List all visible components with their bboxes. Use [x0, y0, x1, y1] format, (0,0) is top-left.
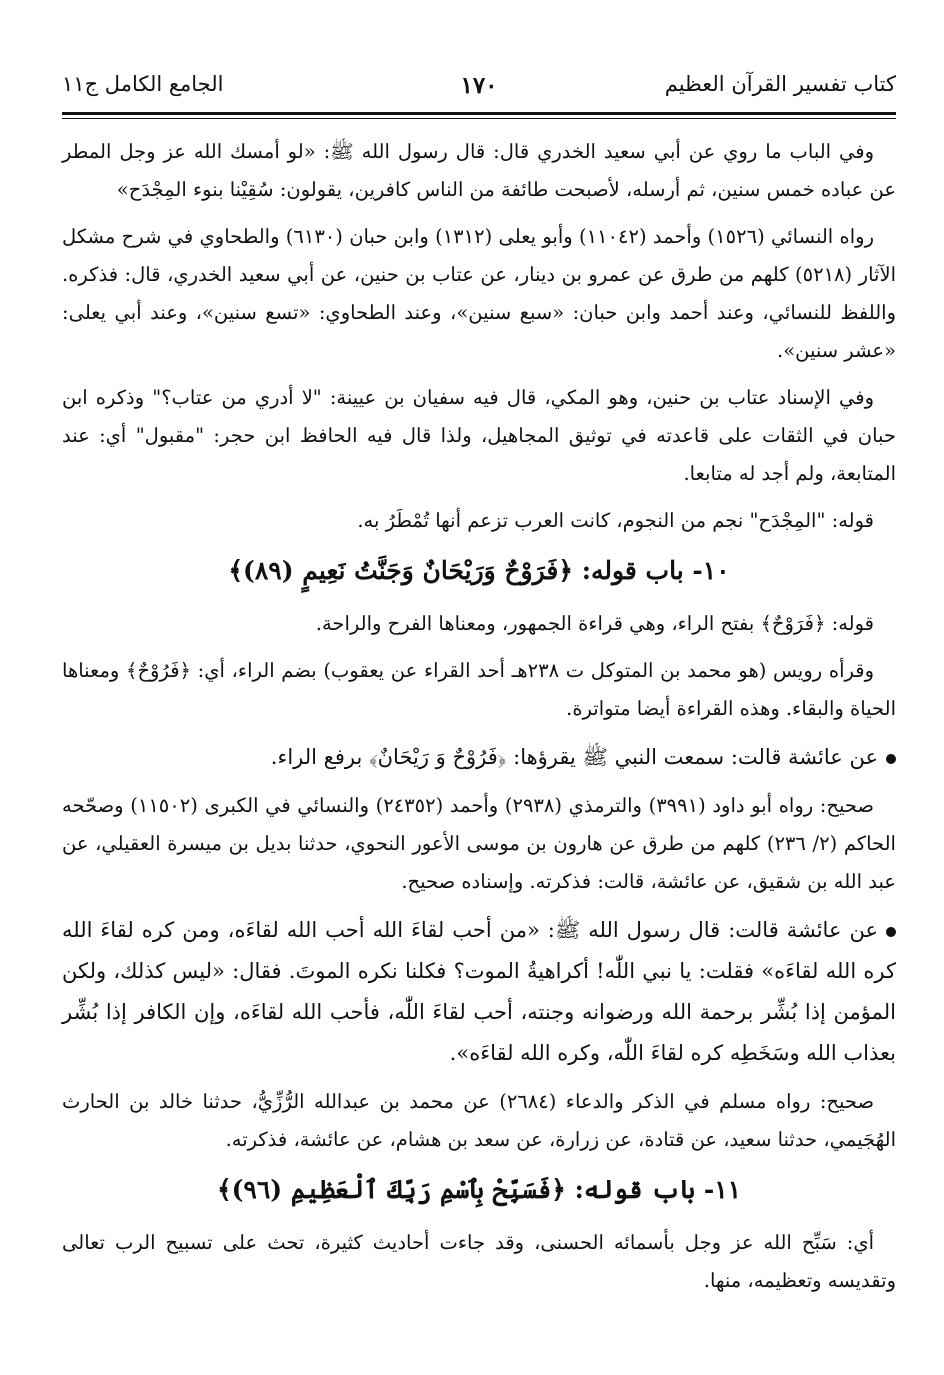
paragraph: صحيح: رواه مسلم في الذكر والدعاء (٢٦٨٤) عن محمد بن عبدالله الرُّزِّيُّ، حدثنا خالد بن الحارث الهُجَيمي، حدثنا سعيد، عن قتادة، عن زرارة، عن سعد بن هشام، عن عائشة، فذكرته. — [62, 1090, 896, 1151]
page-header — [62, 60, 896, 110]
page-number: ١٧٠ — [460, 72, 498, 99]
book-title: كتاب تفسير القرآن العظيم — [664, 72, 896, 96]
hadith-paragraph — [62, 737, 896, 778]
paragraph: أي: سَبِّح الله عز وجل بأسمائه الحسنى، وقد جاءت أحاديث كثيرة، تحث على تسبيح الرب تعالى وتقديسه وتعظيمه، منها. — [62, 1231, 896, 1292]
paragraph: قوله: ﴿فَرَوْحٌ﴾ بفتح الراء، وهي قراءة الجمهور، ومعناها الفرح والراحة. — [315, 612, 874, 635]
page-body — [62, 133, 896, 1300]
paragraph: قوله: "المِجْدَح" نجم من النجوم، كانت العرب تزعم أنها تُمْطَرُ به. — [357, 509, 874, 532]
section-heading: ١٠- باب قوله: ﴿فَرَوْحٌ وَرَيْحَانٌ وَجَنَّتُ نَعِيمٍ (٨٩)﴾ — [228, 556, 730, 585]
paragraph: صحيح: رواه أبو داود (٣٩٩١) والترمذي (٢٩٣٨) وأحمد (٢٤٣٥٢) والنسائي في الكبرى (١١٥٠٢) وصحّحه الحاكم (٢/ ٢٣٦) كلهم من طرق عن هارون بن موسى الأعور النحوي، حدثنا بديل بن ميسرة العقيلي، عن عبد الله بن شقيق، عن عائشة، قالت: فذكرته. وإسناده صحيح. — [62, 794, 896, 893]
section-heading: ١١- باب قوله: ﴿فَسَبِّحْ بِٱسْمِ رَبِّكَ ٱلْعَظِيمِ (٩٦)﴾ — [216, 1175, 742, 1204]
book-page — [62, 60, 896, 1309]
header-rule-thick — [62, 112, 896, 115]
bullet-icon — [886, 927, 896, 937]
paragraph: وفي الإسناد عتاب بن حنين، وهو المكي، قال فيه سفيان بن عيينة: "لا أدري من عتاب؟" وذكره ابن حبان في الثقات على قاعدته في توثيق المجاهيل، ولذا قال فيه الحافظ ابن حجر: "مقبول" أي: عند المتابعة، ولم أجد له متابعا. — [62, 386, 896, 485]
paragraph: وفي الباب ما روي عن أبي سعيد الخدري قال: قال رسول الله ﷺ: «لو أمسك الله عز وجل المطر عن عباده خمس سنين، ثم أرسله، لأصبحت طائفة من الناس كافرين، يقولون: سُقِيْنا بنوء المِجْدَح» — [62, 140, 896, 201]
hadith-text: عن عائشة قالت: قال رسول الله ﷺ: «من أحب لقاءَ الله أحب الله لقاءَه، ومن كره لقاءَ الله كره الله لقاءَه» فقلت: يا نبي اللّٰه! أكراهيةُ الموت؟ فكلنا نكره الموتَ. فقال: «ليس كذلك، ولكن المؤمن إذا بُشِّر برحمة الله ورضوانه وجنته، أحب لقاءَ اللّٰه، فأحب الله لقاءَه، وإن الكافر إذا بُشِّر بعذاب الله وسَخَطِه كره لقاءَ اللّٰه، وكره الله لقاءَه». — [62, 918, 896, 1065]
bullet-icon — [886, 754, 896, 764]
header-rule-thin — [62, 118, 896, 119]
hadith-text: عن عائشة قالت: سمعت النبي ﷺ يقرؤها: ﴿فَرُوْحٌ وَ رَيْحَانٌ﴾ برفع الراء. — [270, 745, 878, 769]
paragraph: وقرأه رويس (هو محمد بن المتوكل ت ٢٣٨هـ أحد القراء عن يعقوب) بضم الراء، أي: ﴿فَرُوْحٌ﴾ ومعناها الحياة والبقاء. وهذه القراءة أيضا متواترة. — [62, 659, 896, 720]
hadith-paragraph — [62, 910, 896, 1074]
volume-title: الجامع الكامل ج١١ — [62, 72, 224, 96]
paragraph: رواه النسائي (١٥٢٦) وأحمد (١١٠٤٢) وأبو يعلى (١٣١٢) وابن حبان (٦١٣٠) والطحاوي في شرح مشكل الآثار (٥٢١٨) كلهم من طرق عن عمرو بن دينار، عن عتاب بن حنين، عن أبي سعيد الخدري، قال: فذكره. واللفظ للنسائي، وعند أحمد وابن حبان: «سبع سنين»، وعند الطحاوي: «تسع سنين»، وعند أبي يعلى: «عشر سنين». — [62, 225, 896, 362]
